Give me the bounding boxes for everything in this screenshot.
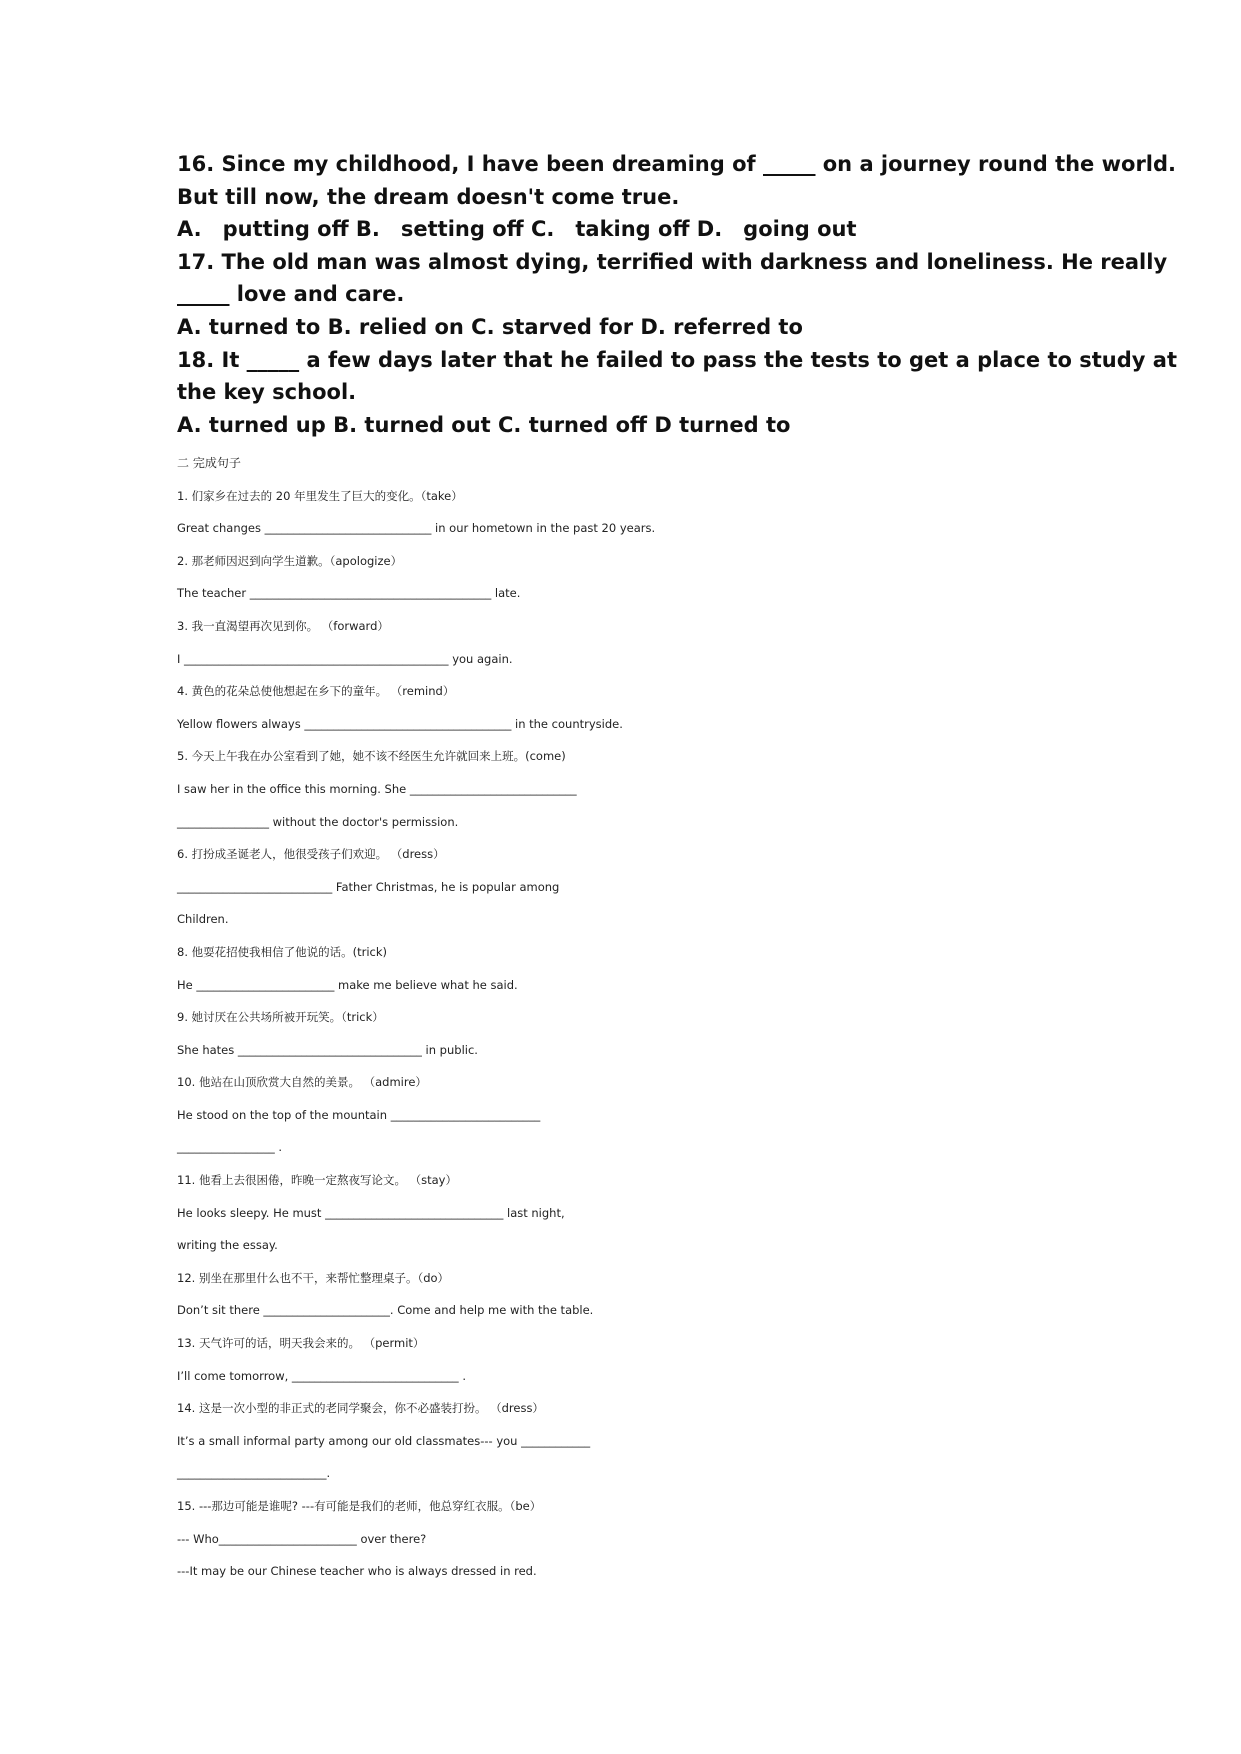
item-4-prompt: 4. 黄色的花朵总使他想起在乡下的童年。 （remind） [177,684,455,699]
item-3-answer-line: I ______________________________________________ you again. [177,651,513,666]
q17-stem-line2: _____ love and care. [177,282,405,307]
section-title: 二 完成句子 [177,456,241,470]
q18-options: A. turned up B. turned out C. turned off D turned to [177,412,791,437]
item-11-answer-line-1: He looks sleepy. He must _______________________________ last night, [177,1205,565,1220]
item-1-prompt: 1. 们家乡在过去的 20 年里发生了巨大的变化。（take） [177,488,463,503]
item-5-prompt: 5. 今天上午我在办公室看到了她，她不该不经医生允许就回来上班。(come) [177,749,566,764]
item-3-prompt: 3. 我一直渴望再次见到你。 （forward） [177,618,389,633]
q18-stem-line1: 18. It _____ a few days later that he failed to pass the tests to get a place to study at [177,347,1177,372]
item-11-answer-line-2: writing the essay. [177,1238,278,1253]
item-14-answer-line-2: __________________________. [177,1466,331,1481]
item-6-answer-line-2: Children. [177,912,229,927]
item-5-answer-line-2: ________________ without the doctor's permission. [177,814,459,829]
item-12-prompt: 12. 别坐在那里什么也不干，来帮忙整理桌子。（do） [177,1270,450,1285]
item-13-prompt: 13. 天气许可的话，明天我会来的。 （permit） [177,1336,425,1351]
item-15-prompt: 15. ---那边可能是谁呢? ---有可能是我们的老师，他总穿红衣服。（be） [177,1499,542,1513]
item-8-answer-line: He ________________________ make me believe what he said. [177,977,518,992]
item-10-answer-line-2: _________________ . [177,1140,283,1155]
q17-options: A. turned to B. relied on C. starved for D. referred to [177,314,803,339]
q18-stem-line2: the key school. [177,380,357,405]
q17-stem-line1: 17. The old man was almost dying, terrified with darkness and loneliness. He really [177,249,1168,274]
item-8-prompt: 8. 他耍花招使我相信了他说的话。(trick) [177,944,388,959]
q16-options: A. putting off B. setting off C. taking off D. going out [177,217,857,242]
q16-stem-line1: 16. Since my childhood, I have been dreaming of _____ on a journey round the world. [177,152,1177,176]
item-9-prompt: 9. 她讨厌在公共场所被开玩笑。（trick） [177,1010,384,1025]
item-4-answer-line: Yellow flowers always ____________________________________ in the countryside. [177,716,623,731]
item-15-answer-line-1: --- Who________________________ over there? [177,1531,427,1546]
item-13-answer-line: I’ll come tomorrow, _____________________________ . [177,1368,466,1383]
item-15-answer-line-2: ---It may be our Chinese teacher who is always dressed in red. [177,1564,537,1579]
item-14-prompt: 14. 这是一次小型的非正式的老同学聚会，你不必盛装打扮。 （dress） [177,1401,544,1416]
item-5-answer-line-1: I saw her in the office this morning. She _____________________________ [177,781,577,796]
item-11-prompt: 11. 他看上去很困倦，昨晚一定熬夜写论文。 （stay） [177,1173,457,1188]
item-6-prompt: 6. 打扮成圣诞老人，他很受孩子们欢迎。 （dress） [177,847,445,862]
item-2-prompt: 2. 那老师因迟到向学生道歉。（apologize） [177,553,403,568]
multiple-choice-section [177,148,1177,441]
item-10-answer-line-1: He stood on the top of the mountain __________________________ [177,1107,541,1122]
sentence-completion-section [177,447,1077,1588]
item-14-answer-line-1: It’s a small informal party among our old classmates--- you ____________ [177,1433,591,1448]
item-1-answer-line: Great changes _____________________________ in our hometown in the past 20 years. [177,521,656,536]
item-6-answer-line-1: ___________________________ Father Christmas, he is popular among [177,879,560,894]
item-10-prompt: 10. 他站在山顶欣赏大自然的美景。 （admire） [177,1075,427,1090]
q16-stem-line2: But till now, the dream doesn't come true. [177,184,680,209]
item-9-answer-line: She hates ________________________________ in public. [177,1042,478,1057]
item-12-answer-line: Don’t sit there ______________________. Come and help me with the table. [177,1303,594,1318]
item-2-answer-line: The teacher __________________________________________ late. [177,586,521,601]
